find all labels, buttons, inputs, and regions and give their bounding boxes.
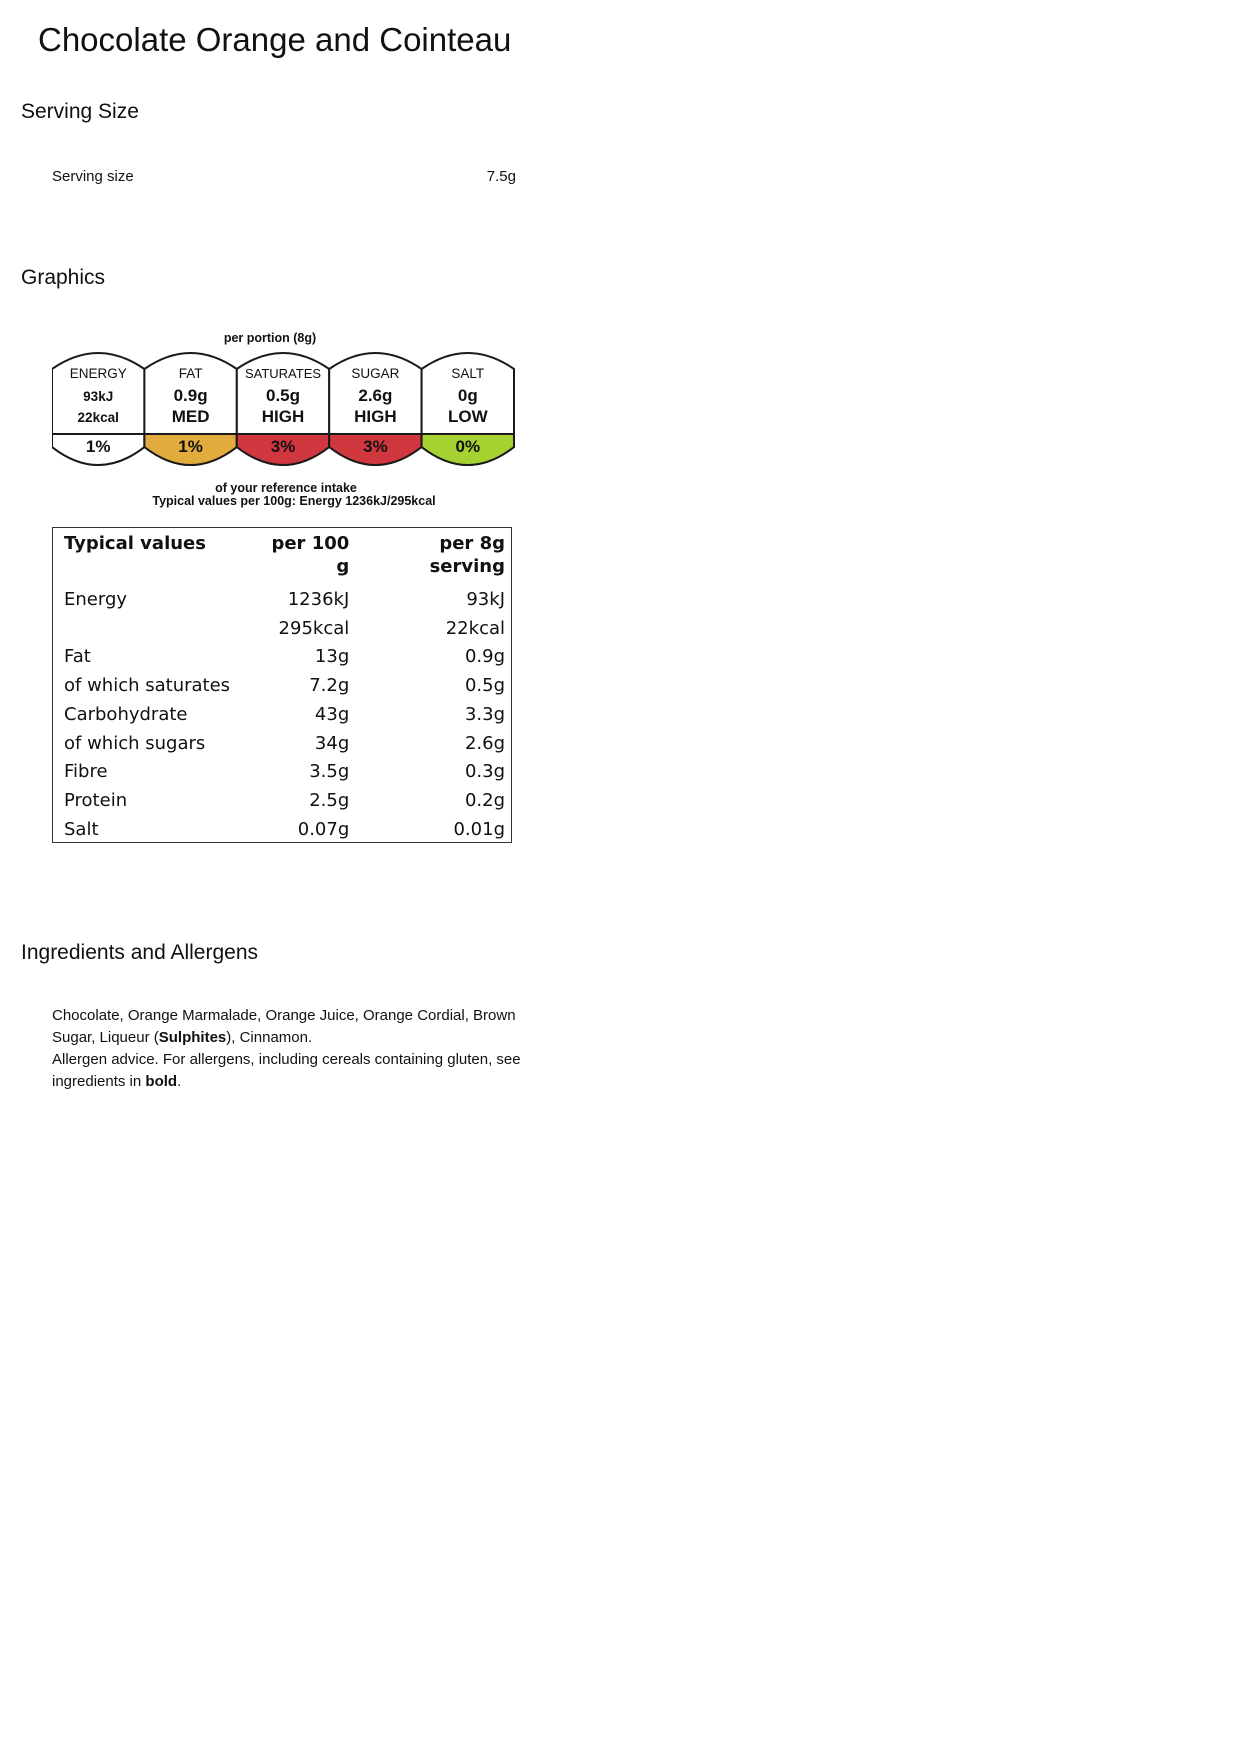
table-row bbox=[53, 643, 511, 672]
table-row bbox=[53, 586, 511, 615]
per-100g-value: 3.5g bbox=[309, 761, 350, 783]
per-100g-value: 34g bbox=[314, 732, 350, 754]
fop-level: MED bbox=[171, 407, 210, 426]
per-100g-value: 43g bbox=[314, 703, 350, 725]
fop-level: HIGH bbox=[261, 407, 305, 426]
fop-amount: 93kJ bbox=[83, 389, 114, 404]
table-row bbox=[53, 672, 511, 701]
fop-segment-salt bbox=[422, 353, 514, 465]
per-100g-value: 0.07g bbox=[297, 818, 350, 840]
fop-nutrient-name: SALT bbox=[451, 366, 485, 381]
fop-segment-saturates bbox=[237, 353, 329, 465]
per-serving-value: 2.6g bbox=[464, 732, 505, 754]
per-serving-value: 0.01g bbox=[453, 818, 505, 840]
fop-amount: 2.6g bbox=[358, 386, 393, 405]
typical-values-energy-label: Typical values per 100g: Energy 1236kJ/295kcal bbox=[152, 494, 436, 508]
reference-intake-label: of your reference intake bbox=[215, 481, 357, 495]
nutrient-name: Protein bbox=[64, 789, 128, 811]
fop-nutrient-name: FAT bbox=[178, 366, 203, 381]
per-100g-value: 295kcal bbox=[278, 617, 350, 639]
per-serving-value: 22kcal bbox=[445, 617, 505, 639]
fop-amount: 0g bbox=[457, 386, 478, 405]
nutrient-name: Salt bbox=[64, 818, 99, 840]
per-serving-value: 0.9g bbox=[464, 646, 505, 668]
allergen-advice-text: Allergen advice. For allergens, including cereals containing gluten, see ingredients in bbox=[52, 1051, 521, 1090]
per-serving-value: 3.3g bbox=[464, 703, 505, 725]
fop-nutrient-name: ENERGY bbox=[69, 366, 127, 381]
header-per-100g: per 100 g bbox=[271, 533, 350, 577]
per-serving-value: 93kJ bbox=[466, 589, 505, 610]
nutrient-name: of which saturates bbox=[64, 675, 231, 697]
ingredients-text: Chocolate, Orange Marmalade, Orange Juice, Orange Cordial, Brown Sugar, Liqueur ( bbox=[52, 1007, 516, 1046]
fop-amount: 0.9g bbox=[173, 386, 208, 405]
per-100g-value: 2.5g bbox=[309, 789, 350, 811]
allergen-advice bbox=[52, 1049, 532, 1093]
ingredients-list bbox=[52, 1005, 532, 1049]
table-row bbox=[53, 730, 511, 759]
per-100g-value: 7.2g bbox=[309, 675, 350, 697]
graphics-heading: Graphics bbox=[21, 266, 106, 289]
fop-segment-energy bbox=[52, 353, 144, 465]
per-serving-value: 0.3g bbox=[464, 761, 505, 783]
header-per-serving: per 8g serving bbox=[429, 533, 505, 577]
fop-percent: 0% bbox=[455, 437, 481, 456]
fop-level: LOW bbox=[447, 407, 488, 426]
fop-percent: 3% bbox=[270, 437, 296, 456]
ingredients-text-end: ), Cinnamon. bbox=[226, 1029, 313, 1046]
fop-amount: 0.5g bbox=[265, 386, 301, 405]
ingredients-block bbox=[52, 1005, 532, 1093]
ingredients-heading: Ingredients and Allergens bbox=[21, 941, 258, 964]
allergen-sulphites: Sulphites bbox=[158, 1029, 227, 1046]
per-serving-value: 0.5g bbox=[464, 675, 505, 697]
table-row bbox=[53, 816, 511, 845]
fop-percent: 1% bbox=[85, 437, 111, 456]
fop-percent: 3% bbox=[363, 437, 388, 456]
table-row bbox=[53, 701, 511, 730]
fop-level: HIGH bbox=[354, 407, 397, 426]
per-100g-value: 1236kJ bbox=[287, 589, 350, 610]
front-of-pack-label bbox=[52, 325, 520, 517]
fop-percent: 1% bbox=[178, 437, 203, 456]
fop-nutrient-name: SATURATES bbox=[244, 366, 322, 381]
table-row bbox=[53, 615, 511, 644]
traffic-light-graphic bbox=[52, 325, 520, 517]
serving-size-heading: Serving Size bbox=[21, 100, 139, 123]
serving-size-label: Serving size bbox=[52, 168, 134, 185]
nutrient-name: Fibre bbox=[64, 761, 108, 783]
fop-level: 22kcal bbox=[77, 410, 119, 425]
allergen-advice-bold: bold bbox=[145, 1073, 178, 1090]
fop-segment-sugar bbox=[329, 353, 421, 465]
per-portion-label: per portion (8g) bbox=[223, 331, 317, 345]
nutrient-name: Carbohydrate bbox=[64, 703, 188, 725]
serving-size-value: 7.5g bbox=[486, 168, 516, 185]
nutrition-table-header bbox=[53, 530, 511, 586]
table-row bbox=[53, 758, 511, 787]
per-serving-value: 0.2g bbox=[464, 789, 505, 811]
nutrient-name bbox=[53, 615, 245, 644]
allergen-advice-end: . bbox=[177, 1073, 182, 1090]
table-row bbox=[53, 787, 511, 816]
nutrition-table bbox=[52, 527, 512, 843]
nutrient-name: Energy bbox=[64, 589, 128, 610]
nutrient-name: of which sugars bbox=[64, 732, 206, 754]
fop-segment-fat bbox=[144, 353, 236, 465]
page-title: Chocolate Orange and Cointeau bbox=[38, 21, 512, 58]
fop-nutrient-name: SUGAR bbox=[351, 366, 400, 381]
per-100g-value: 13g bbox=[314, 646, 350, 668]
header-typical-values: Typical values bbox=[64, 533, 206, 554]
nutrient-name: Fat bbox=[64, 646, 91, 668]
